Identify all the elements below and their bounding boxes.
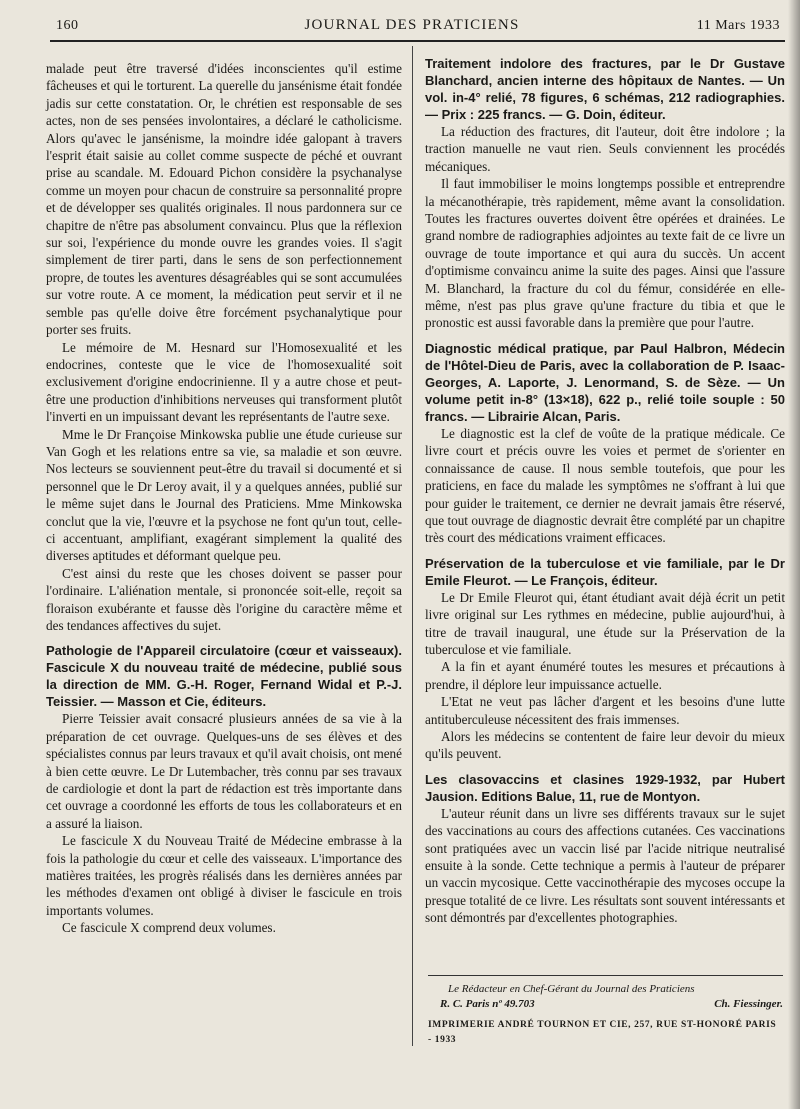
paragraph: La réduction des fractures, dit l'auteur, doit être indolore ; la traction manuelle ne vaut rien. Seuls conviennent les procédés mécaniques. [425,124,785,174]
paragraph: malade peut être traversé d'idées inconscientes qu'il estime fâcheuses et qui le torturent. La querelle du jansénisme était fondée jadis sur cette constatation. Or, le chrétien est responsable de ses actes, non de ses pensées involontaires, a déclaré le catholicisme. Alors qu'avec le jansénisme, la moindre idée galopant à travers l'esprit était saisie au collet comme suspecte de péché et ouvrant prise au scandale. M. Edouard Pichon considère la psychanalyse comme un moyen pour chacun de construire sa personnalité propre et de développer ses qualités originales. Il nous pardonnera sur ce chapitre de n'être pas absolument convaincu. Plus que la réflexion sur soi, l'expérience du monde ouvre les grandes voies. Il s'agit simplement de tirer parti, dans le sens de son perfectionnement propre, de toutes les aventures désagréables qui se sont accumulées sur votre route. A ce moment, la médication peut servir et il ne semble pas qu'elle doive être forcément psychanalytique pour porter ses fruits. [46,61,402,338]
paragraph: Pierre Teissier avait consacré plusieurs années de sa vie à la préparation de cet ouvrage. Quelques-uns de ses élèves et des spécialistes connus par leurs travaux et qu'il avait choisis, ont mené à bien cette œuvre. Le Dr Lutembacher, très connu par ses travaux de cardiologie et dont la part de rédaction est très importante dans cet ouvrage a coordonné les efforts de tous les collaborateurs et en a assuré la liaison. [46,711,402,831]
registration-line [428,997,783,1012]
editor-line: Le Rédacteur en Chef-Gérant du Journal des Praticiens [448,983,695,995]
issue-date: 11 Mars 1933 [696,18,780,33]
colophon [428,975,783,1048]
left-column [46,60,402,937]
section-heading: Diagnostic médical pratique, par Paul Halbron, Médecin de l'Hôtel-Dieu de Paris, avec la collaboration de P. Isaac-Georges, A. Laporte, J. Lenormand, S. de Sèze. — Un volume petit in-8° (13×18), 622 p., relié toile souple : 50 francs. — Librairie Alcan, Paris. [425,340,785,424]
section-heading: Les clasovaccins et clasines 1929-1932, par Hubert Jausion. Editions Balue, 11, rue de Montyon. [425,771,785,804]
column-divider [412,46,413,1046]
right-column [425,55,785,927]
paragraph: L'auteur réunit dans un livre ses différents travaux sur le sujet des vaccinations au cours des affections cutanées. Ces vaccinations sont pratiquées avec un vaccin lisé par l'acide nitrique neutralisé ensuite à la sonde. Cette technique a permis à l'auteur de préparer un vaccin mycosique. Cette vaccinothérapie des mycoses occupe la presque totalité de ce livre. Les résultats sont souvent intéressants et sont démontrés par d'excellentes photographies. [425,805,785,926]
printer-line: IMPRIMERIE ANDRÉ TOURNON ET CIE, 257, RUE ST-HONORÉ PARIS - 1933 [428,1020,777,1045]
header-rule [50,40,785,42]
paragraph: A la fin et ayant énuméré toutes les mesures et précautions à prendre, il déplore leur impuissance actuelle. [425,659,785,692]
page-edge-shadow [788,0,800,1109]
section-heading: Préservation de la tuberculose et vie familiale, par le Dr Emile Fleurot. — Le François, éditeur. [425,555,785,588]
section-heading: Pathologie de l'Appareil circulatoire (cœur et vaisseaux). Fascicule X du nouveau traité de médecine, publié sous la direction de MM. G.-H. Roger, Fernand Widal et P.-J. Teissier. — Masson et Cie, éditeurs. [46,643,402,710]
paragraph: Le mémoire de M. Hesnard sur l'Homosexualité et les endocrines, conteste que le vice de l'homosexualité soit exclusivement d'origine endocrinienne. Il y a autre chose et peut-être une production d'inhibitions nerveuses qui transforment plutôt l'inverti en un impuissant devant les représentants de l'autre sexe. [46,339,402,425]
running-header [44,14,780,38]
paragraph: Alors les médecins se contentent de faire leur devoir du mieux qu'ils peuvent. [425,728,785,762]
section-heading: Traitement indolore des fractures, par le Dr Gustave Blanchard, ancien interne des hôpitaux de Nantes. — Un vol. in-4° relié, 78 figures, 6 schémas, 212 radiographies. — Prix : 225 francs. — G. Doin, éditeur. [425,56,785,122]
paragraph: Ce fascicule X comprend deux volumes. [62,920,276,936]
page-number: 160 [56,18,79,33]
paragraph: L'Etat ne veut pas lâcher d'argent et les besoins d'une lutte antituberculeuse nécessitent des frais immenses. [425,694,785,727]
journal-title: JOURNAL DES PRATICIENS [304,17,520,33]
paragraph: Le Dr Emile Fleurot qui, étant étudiant avait déjà écrit un petit livre original sur Les rythmes en médecine, publie aujourd'hui, à titre de travail inaugural, une étude sur la Préservation de la tuberculose et vie familiale. [425,589,785,657]
paragraph: Le diagnostic est la clef de voûte de la pratique médicale. Ce livre court et précis ouvre les voies et permet de s'orienter en connaissance de cause. Il nous semble toutefois, que pour les praticiens, en face du malade les symptômes ne s'offrant à lui que pour guider le traitement, ce dernier ne devrait jamais être réservé, que tout ouvrage de diagnostic devrait être complété par un chapitre très court des médications vraiment efficaces. [425,425,785,546]
editor-signature: Ch. Fiessinger. [714,998,783,1010]
paragraph: C'est ainsi du reste que les choses doivent se passer pour l'ordinaire. L'aliénation mentale, si prononcée soit-elle, reçoit sa floraison exubérante et fausse dès l'origine du caractère même et des tendances affectives du sujet. [46,565,402,633]
colophon-rule [428,975,783,976]
registration-number: R. C. Paris nº 49.703 [440,998,535,1010]
paragraph: Il faut immobiliser le moins longtemps possible et entreprendre la mécanothérapie, très rapidement, même avant la consolidation. Toutes les fractures ouvertes doivent être opérées et drainées. Le grand nombre de radiographies adjointes au texte fait de ce livre un ouvrage de toute importance et qui aura du succès. Un accent d'optimisme convaincu anime la suite des pages. Ainsi que l'assure M. Blanchard, la fracture du col du fémur, considérée en elle-même, n'est pas plus grave qu'une fracture du tibia et que le pronostic est aussi favorable dans la première que pour l'autre. [425,176,785,331]
paragraph: Mme le Dr Françoise Minkowska publie une étude curieuse sur Van Gogh et les relations entre sa vie, sa maladie et son œuvre. Nos lecteurs se souviennent peut-être du travail si documenté et si personnel que le Dr Leroy avait, il y a quelques années, publié sur le même sujet dans le Journal des Praticiens. Mme Minkowska conclut que la vie, l'œuvre et la psychose ne font qu'un tout, celle-ci accentuant, amplifiant, exagérant simplement la qualité des diverses aptitudes et déformant quelque peu. [46,426,402,564]
paragraph: Le fascicule X du Nouveau Traité de Médecine embrasse à la fois la pathologie du cœur et celle des vaisseaux. L'importance des matières traitées, les progrès réalisés dans les dernières années par les méthodes d'examen ont obligé à diviser le fascicule en trois importants volumes. [46,833,402,918]
